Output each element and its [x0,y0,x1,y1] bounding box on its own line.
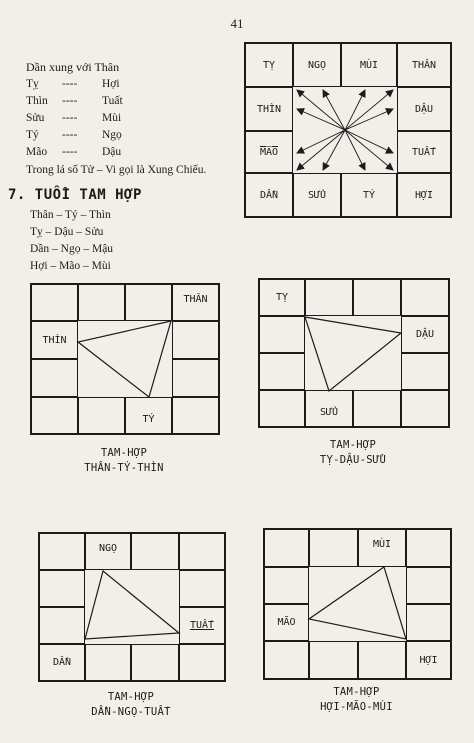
tam-hop-diagram-hoi-mao-mui [263,528,452,680]
tam-hop-group: Tỵ – Dậu – Sửu [30,226,104,238]
label-tys: TÝ [362,189,376,201]
label-thin: THÌN [42,334,67,346]
label-hoi: HỢI [419,654,438,666]
tam-hop-group: Thân – Tý – Thìn [30,209,111,221]
arrow-ngo [323,90,345,130]
pair-right: Hợi [102,78,120,90]
label-mui: MÙI [372,538,392,550]
arrow-suu [323,130,345,170]
pair-left: Mão [26,146,48,158]
arrow-than [345,90,393,130]
page-number: 41 [230,16,244,31]
pair-right: Dậu [102,146,122,158]
label-tuat: TUẤT [189,620,215,631]
triangle [31,284,219,434]
pair-left: Sửu [26,112,45,124]
label-thin: THÌN [256,103,282,115]
caption-hoi-mao-mui [263,685,450,715]
section-heading: 7. TUỔI TAM HỢP [8,187,142,203]
pair-right: Mùi [102,112,122,124]
tam-hop-diagram-ty-dau-suu [258,278,450,428]
label-mui: MÙI [359,59,379,71]
label-ty: TỴ [262,59,276,71]
pair-dash: ---- [62,95,78,107]
arrow-dau [345,109,393,130]
caption-line-1: TAM-HỢP [333,686,380,698]
label-ngo: NGỌ [307,59,327,71]
triangle-shape [85,571,179,639]
arrow-mui [345,90,365,130]
tam-hop-group: Dần – Ngọ – Mậu [30,243,114,255]
triangle-shape [305,317,401,391]
tam-hop-group: Hợi – Mão – Mùi [30,260,111,272]
label-tuat: TUẤT [411,146,437,158]
triangle [259,279,449,427]
pair-dash: ---- [62,112,78,124]
pair-dash: ---- [62,146,78,158]
pair-left: Thìn [26,95,48,107]
label-dan: DẦN [52,657,72,668]
pair-right: Tuất [102,95,123,107]
caption-line-1: TAM-HỢP [107,691,155,703]
label-suu: SỬU [319,406,339,418]
triangle [39,533,225,681]
label-mao: $\overline{MÃO}$ [259,146,279,158]
caption-line-2: THÂN-TÝ-THÌN [84,462,164,474]
caption-line-2: TỴ-DẬU-SỬU [319,454,387,466]
tam-hop-diagram-dan-ngo-tuat [38,532,226,682]
arrow-tys [345,130,365,170]
caption-line-2: DẦN-NGỌ-TUẤT [91,706,171,718]
triangle-shape [309,567,406,639]
xung-note: Trong lá số Tử – Vi gọi là Xung Chiếu. [26,164,207,176]
tam-hop-diagram-than-ty-thin [30,283,220,435]
label-than: THÂN [183,293,208,305]
caption-ty-dau-suu [258,438,448,468]
pair-dash: ---- [62,78,78,90]
xung-arrows [245,43,451,217]
label-than: THÂN [411,59,437,71]
pair-left: Tỵ [26,78,39,90]
label-dau: DẬU [414,103,434,115]
caption-dan-ngo-tuat [38,690,224,720]
caption-line-1: TAM-HỢP [100,447,148,459]
label-mao: MÃO [277,617,296,628]
xung-title: Dần xung với Thân [26,60,120,74]
triangle-shape [78,321,171,397]
pair-right: Ngọ [102,129,122,141]
pair-left: Tý [26,129,39,141]
caption-line-1: TAM-HỢP [329,439,377,451]
xung-chieu-chart [244,42,452,218]
label-ty: TÝ [142,413,155,425]
caption-line-2: HỢI-MÃO-MÙI [320,701,393,713]
label-hoi: HỢI [414,189,434,201]
label-dan: DẦN [259,189,279,201]
triangle [264,529,451,679]
pair-dash: ---- [62,129,78,141]
label-dau: DẬU [415,329,435,340]
caption-than-ty-thin [30,446,218,476]
label-ty: TỴ [275,292,289,303]
label-ngo: NGỌ [98,542,118,554]
arrow-ty [297,90,345,130]
label-suu: SỬU [307,189,327,201]
arrow-thin [297,109,345,130]
